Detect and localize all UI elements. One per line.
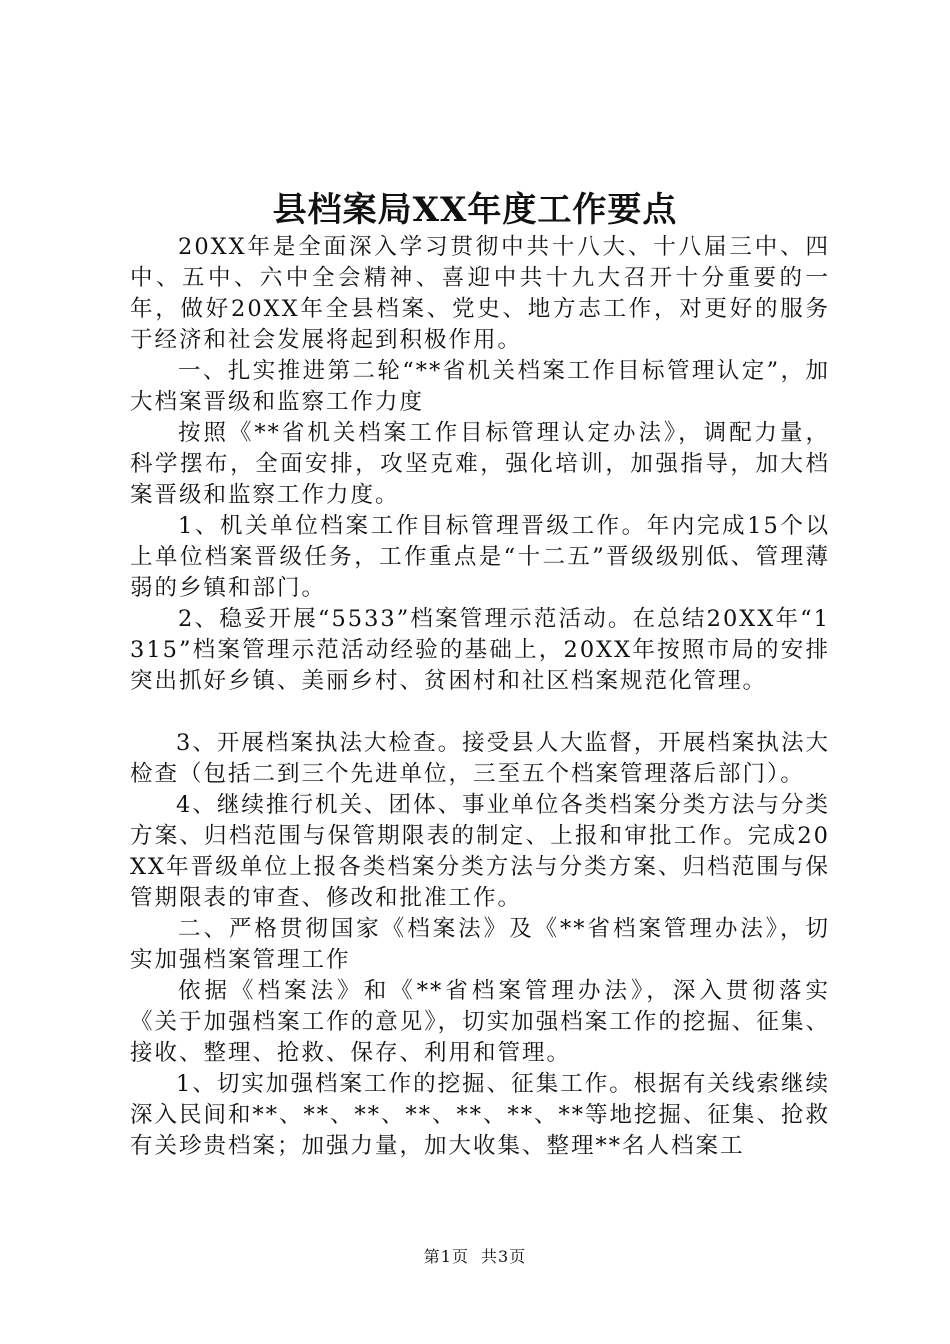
- list-item-2-1: 1、切实加强档案工作的挖掘、征集工作。根据有关线索继续深入民间和**、**、**、**、**、**、**等地挖掘、征集、抢救有关珍贵档案；加强力量，加大收集、整理**名人档案工: [130, 1071, 831, 1159]
- list-item-1-3: 3、开展档案执法大检查。接受县人大监督，开展档案执法大检查（包括二到三个先进单位，三至五个档案管理落后部门）。: [130, 730, 830, 787]
- page-footer: [0, 1244, 950, 1267]
- paragraph-section-2-intro: 依据《档案法》和《**省档案管理办法》，深入贯彻落实《关于加强档案工作的意见》，切实加强档案工作的挖掘、征集、接收、整理、抢救、保存、利用和管理。: [130, 978, 830, 1066]
- list-item-1-1: 1、机关单位档案工作目标管理晋级工作。年内完成15个以上单位档案晋级任务，工作重点是“十二五”晋级级别低、管理薄弱的乡镇和部门。: [130, 513, 830, 601]
- document-title: 县档案局XX年度工作要点: [272, 190, 678, 230]
- paragraph-intro: 20XX年是全面深入学习贯彻中共十八大、十八届三中、四中、五中、六中全会精神、喜迎中共十九大召开十分重要的一年，做好20XX年全县档案、党史、地方志工作，对更好的服务于经济和社会发展将起到积极作用。: [130, 234, 830, 353]
- section-heading-1: 一、扎实推进第二轮“**省机关档案工作目标管理认定”，加大档案晋级和监察工作力度: [130, 358, 830, 415]
- paragraph-section-1-intro: 按照《**省机关档案工作目标管理认定办法》，调配力量，科学摆布，全面安排，攻坚克难，强化培训，加强指导，加大档案晋级和监察工作力度。: [130, 420, 830, 508]
- section-heading-2: 二、严格贯彻国家《档案法》及《**省档案管理办法》，切实加强档案管理工作: [130, 916, 830, 973]
- page-total: 共3页: [481, 1247, 527, 1266]
- list-item-1-2: 2、稳妥开展“5533”档案管理示范活动。在总结20XX年“1315”档案管理示范活动经验的基础上，20XX年按照市局的安排突出抓好乡镇、美丽乡村、贫困村和社区档案规范化管理。: [130, 606, 830, 694]
- list-item-1-4: 4、继续推行机关、团体、事业单位各类档案分类方法与分类方案、归档范围与保管期限表的制定、上报和审批工作。完成20XX年晋级单位上报各类档案分类方法与分类方案、归档范围与保管期限表的审查、修改和批准工作。: [130, 792, 830, 911]
- document-body: [130, 232, 830, 1162]
- page-number: 第1页: [423, 1247, 469, 1266]
